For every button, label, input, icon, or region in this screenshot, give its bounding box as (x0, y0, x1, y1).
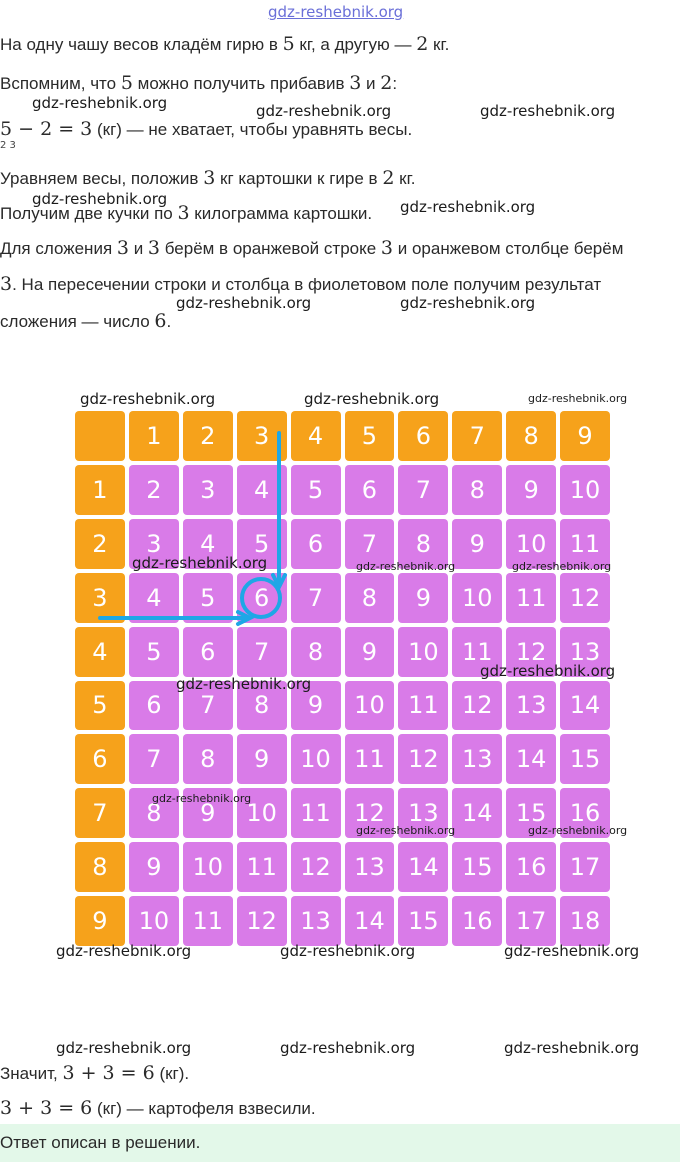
watermark: gdz-reshebnik.org (280, 1039, 416, 1057)
answer-box (0, 1124, 680, 1162)
sum-cell: 3 (183, 465, 233, 515)
sum-cell: 8 (291, 627, 341, 677)
sum-cell: 16 (452, 896, 502, 946)
text-line-9: Значит, 3 + 3 = 6 (кг). (0, 1062, 190, 1084)
row-header-cell: 4 (75, 627, 125, 677)
sum-cell: 9 (183, 788, 233, 838)
row-header-cell: 5 (75, 681, 125, 731)
sum-cell: 6 (183, 627, 233, 677)
sum-cell: 10 (345, 681, 395, 731)
watermark: gdz-reshebnik.org (256, 102, 392, 120)
sum-cell: 13 (560, 627, 610, 677)
text-line-10: 3 + 3 = 6 (кг) — картофеля взвесили. (0, 1097, 316, 1119)
watermark: gdz-reshebnik.org (400, 198, 536, 216)
sum-cell: 11 (291, 788, 341, 838)
column-header-cell: 8 (506, 411, 556, 461)
sum-cell: 17 (506, 896, 556, 946)
text-line-2: Вспомним, что 5 можно получить прибавив 3 и 2: (0, 72, 398, 94)
text-line-8: сложения — число 6. (0, 310, 172, 332)
sum-cell: 6 (129, 681, 179, 731)
text-line-7: 3. На пересечении строки и столбца в фиолетовом поле получим результат (0, 273, 602, 295)
sum-cell: 9 (452, 519, 502, 569)
watermark: gdz-reshebnik.org (32, 190, 168, 208)
column-header-cell: 7 (452, 411, 502, 461)
sum-cell: 11 (560, 519, 610, 569)
sum-cell: 13 (345, 842, 395, 892)
row-header-cell: 1 (75, 465, 125, 515)
watermark: gdz-reshebnik.org (304, 390, 440, 408)
sum-cell: 8 (398, 519, 448, 569)
sum-cell: 12 (506, 627, 556, 677)
sum-cell: 2 (129, 465, 179, 515)
watermark: gdz-reshebnik.org (176, 294, 312, 312)
sum-cell: 11 (183, 896, 233, 946)
sum-cell: 12 (345, 788, 395, 838)
row-header-cell: 2 (75, 519, 125, 569)
column-header-cell: 2 (183, 411, 233, 461)
sum-cell: 15 (560, 734, 610, 784)
sum-cell: 5 (237, 519, 287, 569)
sum-cell: 6 (237, 573, 287, 623)
sum-cell: 9 (129, 842, 179, 892)
sum-cell: 10 (506, 519, 556, 569)
sum-cell: 17 (560, 842, 610, 892)
sum-cell: 7 (129, 734, 179, 784)
answer-text: Ответ описан в решении. (0, 1133, 201, 1152)
sum-cell: 11 (452, 627, 502, 677)
column-header-cell: 6 (398, 411, 448, 461)
sum-cell: 6 (291, 519, 341, 569)
sum-cell: 5 (291, 465, 341, 515)
row-header-cell: 7 (75, 788, 125, 838)
text-line-5: Получим две кучки по 3 килограмма картошки. (0, 202, 373, 224)
sum-cell: 9 (345, 627, 395, 677)
sum-cell: 9 (291, 681, 341, 731)
sum-cell: 15 (398, 896, 448, 946)
watermark: gdz-reshebnik.org (356, 824, 456, 837)
sum-cell: 12 (398, 734, 448, 784)
sum-cell: 6 (345, 465, 395, 515)
sum-cell: 11 (237, 842, 287, 892)
sum-cell: 14 (452, 788, 502, 838)
site-header-link[interactable]: gdz-reshebnik.org (268, 3, 404, 21)
sum-cell: 14 (345, 896, 395, 946)
row-header-cell: 9 (75, 896, 125, 946)
sum-cell: 7 (291, 573, 341, 623)
watermark: gdz-reshebnik.org (480, 102, 616, 120)
watermark: gdz-reshebnik.org (56, 942, 192, 960)
row-header-cell: 8 (75, 842, 125, 892)
sum-cell: 4 (183, 519, 233, 569)
sum-cell: 9 (506, 465, 556, 515)
row-header-cell: 6 (75, 734, 125, 784)
watermark: gdz-reshebnik.org (132, 554, 268, 572)
column-header-cell: 1 (129, 411, 179, 461)
sum-cell: 7 (237, 627, 287, 677)
watermark: gdz-reshebnik.org (280, 942, 416, 960)
watermark: gdz-reshebnik.org (32, 94, 168, 112)
sum-cell: 4 (237, 465, 287, 515)
watermark: gdz-reshebnik.org (356, 560, 456, 573)
sum-cell: 10 (129, 896, 179, 946)
watermark: gdz-reshebnik.org (528, 824, 628, 837)
row-header-cell: 3 (75, 573, 125, 623)
sum-cell: 5 (183, 573, 233, 623)
sum-cell: 13 (291, 896, 341, 946)
sum-cell: 13 (452, 734, 502, 784)
sum-cell: 10 (398, 627, 448, 677)
sum-cell: 7 (345, 519, 395, 569)
sum-cell: 12 (452, 681, 502, 731)
watermark: gdz-reshebnik.org (504, 942, 640, 960)
table-corner-cell (75, 411, 125, 461)
sum-cell: 12 (560, 573, 610, 623)
sum-cell: 8 (183, 734, 233, 784)
sum-cell: 10 (560, 465, 610, 515)
sum-cell: 9 (398, 573, 448, 623)
sum-cell: 12 (291, 842, 341, 892)
sum-cell: 8 (345, 573, 395, 623)
sum-cell: 4 (129, 573, 179, 623)
sum-cell: 15 (452, 842, 502, 892)
sum-cell: 15 (506, 788, 556, 838)
sum-cell: 14 (506, 734, 556, 784)
text-line-4: Уравняем весы, положив 3 кг картошки к гире в 2 кг. (0, 167, 416, 189)
column-header-cell: 4 (291, 411, 341, 461)
sum-cell: 18 (560, 896, 610, 946)
column-header-cell: 3 (237, 411, 287, 461)
sum-cell: 14 (398, 842, 448, 892)
column-header-cell: 5 (345, 411, 395, 461)
watermark: gdz-reshebnik.org (512, 560, 612, 573)
sum-cell: 13 (398, 788, 448, 838)
watermark: gdz-reshebnik.org (152, 792, 252, 805)
sum-cell: 16 (560, 788, 610, 838)
sum-cell: 11 (506, 573, 556, 623)
text-line-3: 5 − 2 = 3 (кг) — не хватает, чтобы уравнять весы. (0, 118, 413, 140)
sum-cell: 10 (237, 788, 287, 838)
sum-cell: 10 (291, 734, 341, 784)
sum-cell: 8 (129, 788, 179, 838)
sum-cell: 10 (183, 842, 233, 892)
watermark: gdz-reshebnik.org (80, 390, 216, 408)
watermark: gdz-reshebnik.org (176, 675, 312, 693)
column-header-cell: 9 (560, 411, 610, 461)
sum-cell: 11 (398, 681, 448, 731)
text-line-6: Для сложения 3 и 3 берём в оранжевой строке 3 и оранжевом столбце берём (0, 237, 624, 259)
sum-cell: 10 (452, 573, 502, 623)
sum-cell: 7 (183, 681, 233, 731)
sum-cell: 5 (129, 627, 179, 677)
sum-cell: 7 (398, 465, 448, 515)
watermark: gdz-reshebnik.org (528, 392, 628, 405)
sum-cell: 16 (506, 842, 556, 892)
watermark: gdz-reshebnik.org (400, 294, 536, 312)
decomposition-hint: 2 3 (0, 140, 16, 151)
watermark: gdz-reshebnik.org (480, 662, 616, 680)
watermark: gdz-reshebnik.org (504, 1039, 640, 1057)
sum-cell: 8 (237, 681, 287, 731)
sum-cell: 13 (506, 681, 556, 731)
sum-cell: 9 (237, 734, 287, 784)
sum-cell: 11 (345, 734, 395, 784)
sum-cell: 3 (129, 519, 179, 569)
text-line-1: На одну чашу весов кладём гирю в 5 кг, а другую — 2 кг. (0, 33, 450, 55)
sum-cell: 12 (237, 896, 287, 946)
watermark: gdz-reshebnik.org (56, 1039, 192, 1057)
sum-cell: 8 (452, 465, 502, 515)
sum-cell: 14 (560, 681, 610, 731)
